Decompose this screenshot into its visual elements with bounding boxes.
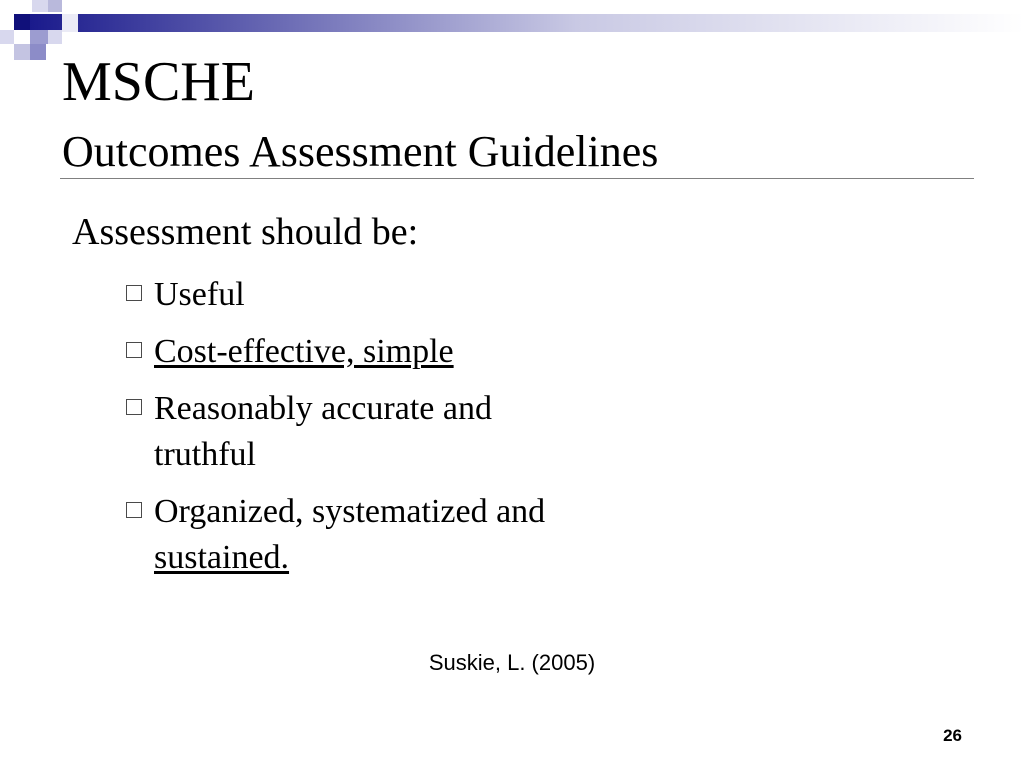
bullet-item bbox=[124, 329, 684, 375]
decoration-square bbox=[14, 30, 30, 44]
bullet-text-line2: sustained. bbox=[154, 539, 290, 576]
title-divider bbox=[60, 178, 974, 179]
decoration-square bbox=[30, 30, 48, 44]
decoration-square bbox=[32, 0, 48, 12]
bullet-item bbox=[124, 489, 684, 581]
slide-subtitle: Outcomes Assessment Guidelines bbox=[62, 127, 659, 176]
decoration-square bbox=[14, 44, 30, 60]
slide-title: MSCHE bbox=[62, 51, 255, 113]
decoration-square bbox=[48, 30, 62, 44]
bullet-text-line2: truthful bbox=[154, 436, 256, 473]
bullet-list bbox=[124, 272, 684, 592]
decoration-square bbox=[48, 0, 62, 12]
citation: Suskie, L. (2005) bbox=[428, 650, 596, 675]
decoration-square bbox=[14, 14, 30, 30]
decoration-square bbox=[62, 0, 78, 14]
hollow-square-bullet-icon bbox=[126, 342, 142, 358]
hollow-square-bullet-icon bbox=[126, 502, 142, 518]
bullet-text-line1: Reasonably accurate and bbox=[154, 390, 492, 427]
page-number: 26 bbox=[943, 726, 962, 745]
hollow-square-bullet-icon bbox=[126, 399, 142, 415]
decoration-square bbox=[30, 44, 46, 60]
decoration-square bbox=[0, 30, 14, 44]
bullet-text: Useful bbox=[154, 276, 245, 313]
decoration-square bbox=[62, 14, 78, 32]
hollow-square-bullet-icon bbox=[126, 285, 142, 301]
bullet-item bbox=[124, 272, 684, 318]
lead-text: Assessment should be: bbox=[72, 211, 419, 253]
bullet-text-line1: Organized, systematized and bbox=[154, 493, 546, 530]
bullet-text: Cost-effective, simple bbox=[154, 333, 454, 370]
header-gradient-bar bbox=[30, 14, 1024, 32]
bullet-item bbox=[124, 386, 684, 478]
